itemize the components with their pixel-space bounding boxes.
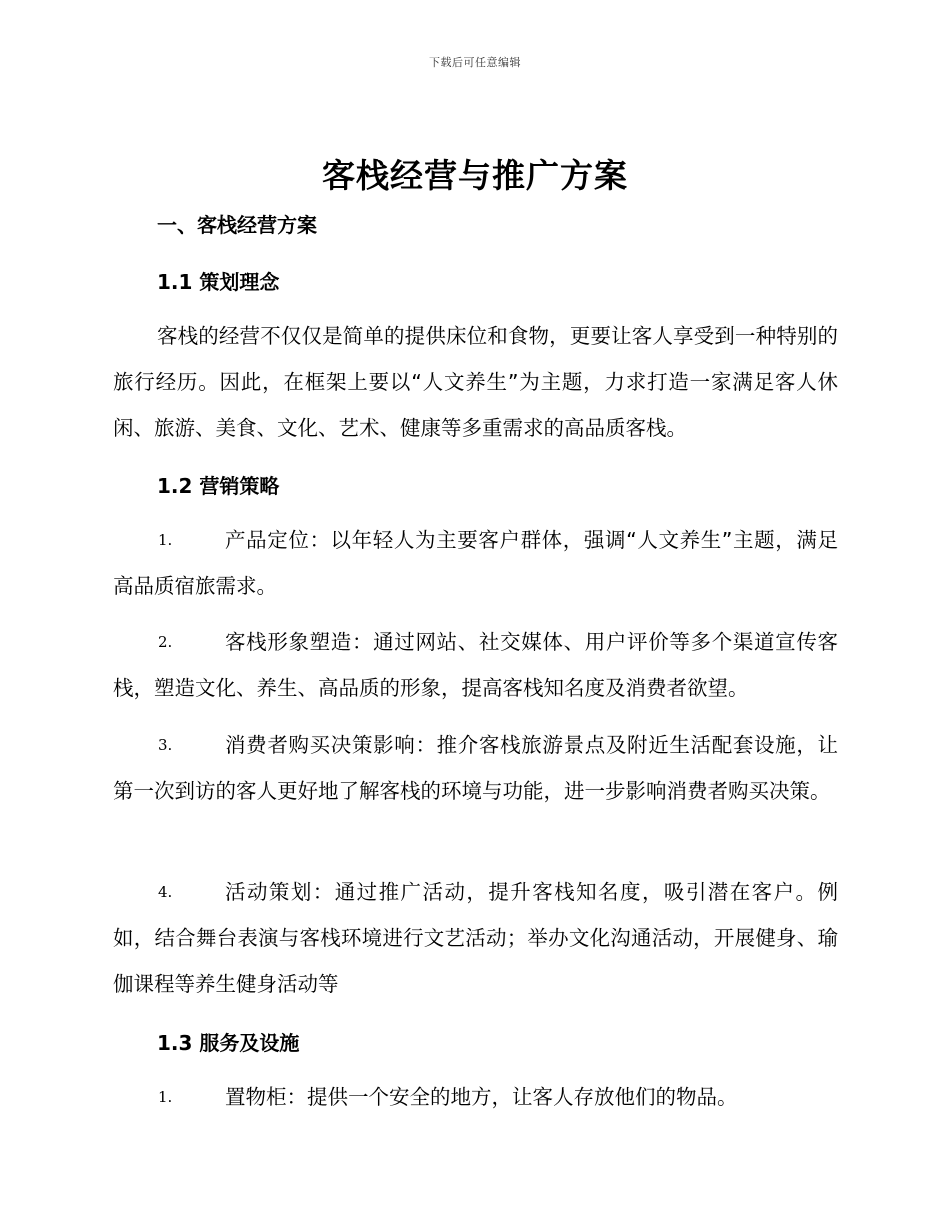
list-item-number: 2. [158, 633, 173, 651]
subsection-heading-1-3: 1.3 服务及设施 [157, 1031, 300, 1055]
list-item-number: 1. [158, 1088, 173, 1106]
list-item-text: 置物柜：提供一个安全的地方，让客人存放他们的物品。 [225, 1085, 738, 1109]
section-heading-1: 一、客栈经营方案 [157, 213, 317, 237]
list-item-text: 活动策划：通过推广活动，提升客栈知名度，吸引潜在客户。例如，结合舞台表演与客栈环境进行文艺活动；举办文化沟通活动，开展健身、瑜伽课程等养生健身活动等 [113, 880, 838, 996]
list-item [113, 869, 838, 1007]
header-note: 下载后可任意编辑 [429, 56, 521, 69]
list-item-text: 消费者购买决策影响：推介客栈旅游景点及附近生活配套设施，让第一次到访的客人更好地了解客栈的环境与功能，进一步影响消费者购买决策。 [113, 733, 838, 803]
paragraph-planning-concept: 客栈的经营不仅仅是简单的提供床位和食物，更要让客人享受到一种特别的旅行经历。因此，在框架上要以“人文养生”为主题，力求打造一家满足客人休闲、旅游、美食、文化、艺术、健康等多重需求的高品质客栈。 [113, 324, 838, 440]
list-item-text: 客栈形象塑造：通过网站、社交媒体、用户评价等多个渠道宣传客栈，塑造文化、养生、高品质的形象，提高客栈知名度及消费者欲望。 [113, 630, 838, 700]
document-title: 客栈经营与推广方案 [322, 156, 628, 195]
subsection-heading-1-1: 1.1 策划理念 [157, 270, 280, 294]
list-item [113, 1074, 838, 1120]
list-item [113, 517, 838, 609]
list-item [113, 619, 838, 711]
list-item-number: 1. [158, 531, 173, 549]
list-item-text: 产品定位：以年轻人为主要客户群体，强调“人文养生”主题，满足高品质宿旅需求。 [113, 528, 838, 598]
list-item-number: 3. [158, 736, 173, 754]
list-item [113, 722, 838, 814]
subsection-heading-1-2: 1.2 营销策略 [157, 474, 280, 498]
list-item-number: 4. [158, 883, 173, 901]
